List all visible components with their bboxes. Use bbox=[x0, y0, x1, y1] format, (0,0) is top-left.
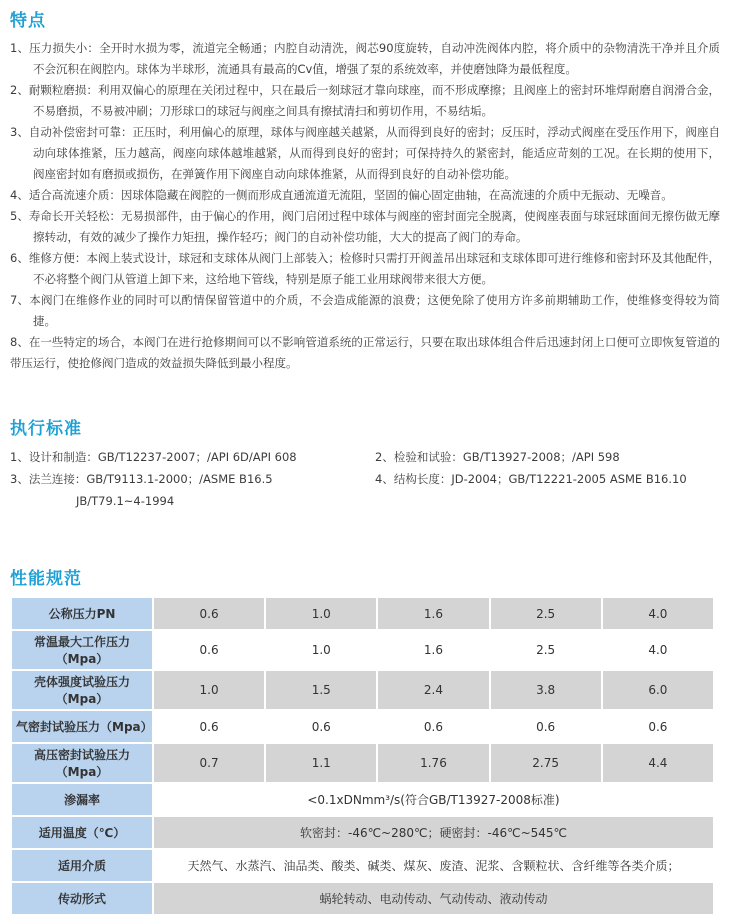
table-row-high-pressure-seal-test bbox=[12, 744, 713, 782]
row-label: 常温最大工作压力（Mpa） bbox=[12, 631, 152, 669]
table-cell: 4.0 bbox=[603, 598, 713, 629]
table-cell: 0.7 bbox=[154, 744, 264, 782]
row-label: 适用介质 bbox=[12, 850, 152, 881]
standard-item-3-continuation: JB/T79.1~4-1994 bbox=[76, 494, 175, 508]
standard-item-1: 1、设计和制造：GB/T12237-2007；/API 6D/API 608 bbox=[10, 450, 297, 464]
features-heading: 特点 bbox=[10, 11, 46, 31]
row-label: 公称压力PN bbox=[12, 598, 152, 629]
standards-section bbox=[10, 414, 720, 512]
table-cell: 0.6 bbox=[491, 711, 601, 742]
feature-item-4: 4、适合高流速介质：因球体隐藏在阀腔的一侧而形成直通流道无流阻，坚固的偏心固定曲轴，在高流速的介质中无振动、无噪音。 bbox=[10, 188, 673, 202]
feature-item-2: 2、耐颗粒磨损：利用双偏心的原理在关闭过程中，只在最后一刻球冠才靠向球座，而不形成摩擦；且阀座上的密封环堆焊耐磨自润滑合金，不易磨损，不易被冲刷；刀形球口的球冠与阀座之间具有擦拭清扫和剪切作用，不易结垢。 bbox=[10, 83, 720, 118]
standard-item-2: 2、检验和试验：GB/T13927-2008；/API 598 bbox=[375, 450, 620, 464]
table-cell: 2.4 bbox=[378, 671, 488, 709]
table-cell: 0.6 bbox=[603, 711, 713, 742]
feature-item-3: 3、自动补偿密封可靠：正压时，利用偏心的原理，球体与阀座越关越紧，从而得到良好的密封；反压时，浮动式阀座在受压作用下，阀座自动向球体推紧，压力越高，阀座向球体越堆越紧，从而得到良好的密封；可保持持久的紧密封，能适应苛刻的工况。在长期的使用下，阀座密封如有磨损或损伤，在弹簧作用下阀座自动向球体推紧，从而得到良好的自动补偿功能。 bbox=[10, 125, 720, 181]
table-cell: 1.1 bbox=[266, 744, 376, 782]
feature-item-8: 8、在一些特定的场合，本阀门在进行抢修期间可以不影响管道系统的正常运行，只要在取出球体组合件后迅速封闭上口便可立即恢复管道的带压运行，使抢修阀门造成的效益损失降低到最小程度。 bbox=[10, 335, 720, 370]
row-label: 高压密封试验压力（Mpa） bbox=[12, 744, 152, 782]
table-row-temperature-range bbox=[12, 817, 713, 848]
table-cell: 1.6 bbox=[378, 631, 488, 669]
standards-spacer bbox=[375, 490, 720, 512]
row-label: 壳体强度试验压力（Mpa） bbox=[12, 671, 152, 709]
table-cell: 1.6 bbox=[378, 598, 488, 629]
table-cell-span: <0.1xDNmm³/s(符合GB/T13927-2008标准) bbox=[154, 784, 713, 815]
row-label: 渗漏率 bbox=[12, 784, 152, 815]
features-section bbox=[10, 6, 720, 374]
table-cell: 2.5 bbox=[491, 631, 601, 669]
row-label: 气密封试验压力（Mpa） bbox=[12, 711, 152, 742]
table-row-air-seal-test bbox=[12, 711, 713, 742]
table-row-drive-type bbox=[12, 883, 713, 914]
standards-list bbox=[10, 446, 720, 512]
table-cell: 0.6 bbox=[378, 711, 488, 742]
table-cell: 0.6 bbox=[154, 631, 264, 669]
table-cell: 1.0 bbox=[266, 631, 376, 669]
table-cell-span: 天然气、水蒸汽、油品类、酸类、碱类、煤灰、废渣、泥浆、含颗粒状、含纤维等各类介质； bbox=[154, 850, 713, 881]
table-cell: 1.5 bbox=[266, 671, 376, 709]
standards-heading: 执行标准 bbox=[10, 419, 82, 439]
table-cell: 0.6 bbox=[154, 711, 264, 742]
table-cell: 2.5 bbox=[491, 598, 601, 629]
feature-item-5: 5、寿命长开关轻松：无易损部件，由于偏心的作用，阀门启闭过程中球体与阀座的密封面完全脱离，使阀座表面与球冠球面间无擦伤做无摩擦转动，有效的减少了操作力矩扭，操作轻巧；阀门的自动补偿功能，大大的提高了阀门的寿命。 bbox=[10, 209, 720, 244]
table-cell: 1.76 bbox=[378, 744, 488, 782]
specs-heading: 性能规范 bbox=[10, 569, 82, 589]
table-row-applicable-media bbox=[12, 850, 713, 881]
table-cell: 3.8 bbox=[491, 671, 601, 709]
table-cell: 0.6 bbox=[154, 598, 264, 629]
table-row-max-working-pressure bbox=[12, 631, 713, 669]
table-row-nominal-pressure bbox=[12, 598, 713, 629]
table-cell: 4.4 bbox=[603, 744, 713, 782]
row-label: 传动形式 bbox=[12, 883, 152, 914]
feature-item-7: 7、本阀门在维修作业的同时可以酌情保留管道中的介质，不会造成能源的浪费；这便免除了使用方许多前期辅助工作，使维修变得较为简捷。 bbox=[10, 293, 720, 328]
standard-item-3: 3、法兰连接：GB/T9113.1-2000；/ASME B16.5 bbox=[10, 472, 273, 486]
table-cell: 1.0 bbox=[266, 598, 376, 629]
table-cell: 0.6 bbox=[266, 711, 376, 742]
specs-table bbox=[10, 596, 715, 916]
table-cell: 1.0 bbox=[154, 671, 264, 709]
table-cell-span: 蜗轮转动、电动传动、气动传动、液动传动 bbox=[154, 883, 713, 914]
features-list bbox=[10, 38, 720, 374]
table-row-leakage-rate bbox=[12, 784, 713, 815]
table-cell-span: 软密封：-46℃~280℃；硬密封：-46℃~545℃ bbox=[154, 817, 713, 848]
table-row-shell-strength-test bbox=[12, 671, 713, 709]
feature-item-6: 6、维修方便：本阀上装式设计，球冠和支球体从阀门上部装入；检修时只需打开阀盖吊出球冠和支球体即可进行维修和密封环及其他配件，不必将整个阀门从管道上卸下来，这给地下管线，特别是原子能工业用球阀带来很大方便。 bbox=[10, 251, 720, 286]
specs-section bbox=[10, 564, 720, 916]
table-cell: 6.0 bbox=[603, 671, 713, 709]
standard-item-4: 4、结构长度：JD-2004；GB/T12221-2005 ASME B16.10 bbox=[375, 472, 687, 486]
table-cell: 4.0 bbox=[603, 631, 713, 669]
table-cell: 2.75 bbox=[491, 744, 601, 782]
row-label: 适用温度（℃） bbox=[12, 817, 152, 848]
feature-item-1: 1、压力损失小：全开时水损为零，流道完全畅通；内腔自动清洗，阀芯90度旋转，自动冲洗阀体内腔，将介质中的杂物清洗干净并且介质不会沉积在阀腔内。球体为半球形，流通具有最高的Cv值，增强了泵的系统效率，并使磨蚀降为最低程度。 bbox=[10, 41, 720, 76]
